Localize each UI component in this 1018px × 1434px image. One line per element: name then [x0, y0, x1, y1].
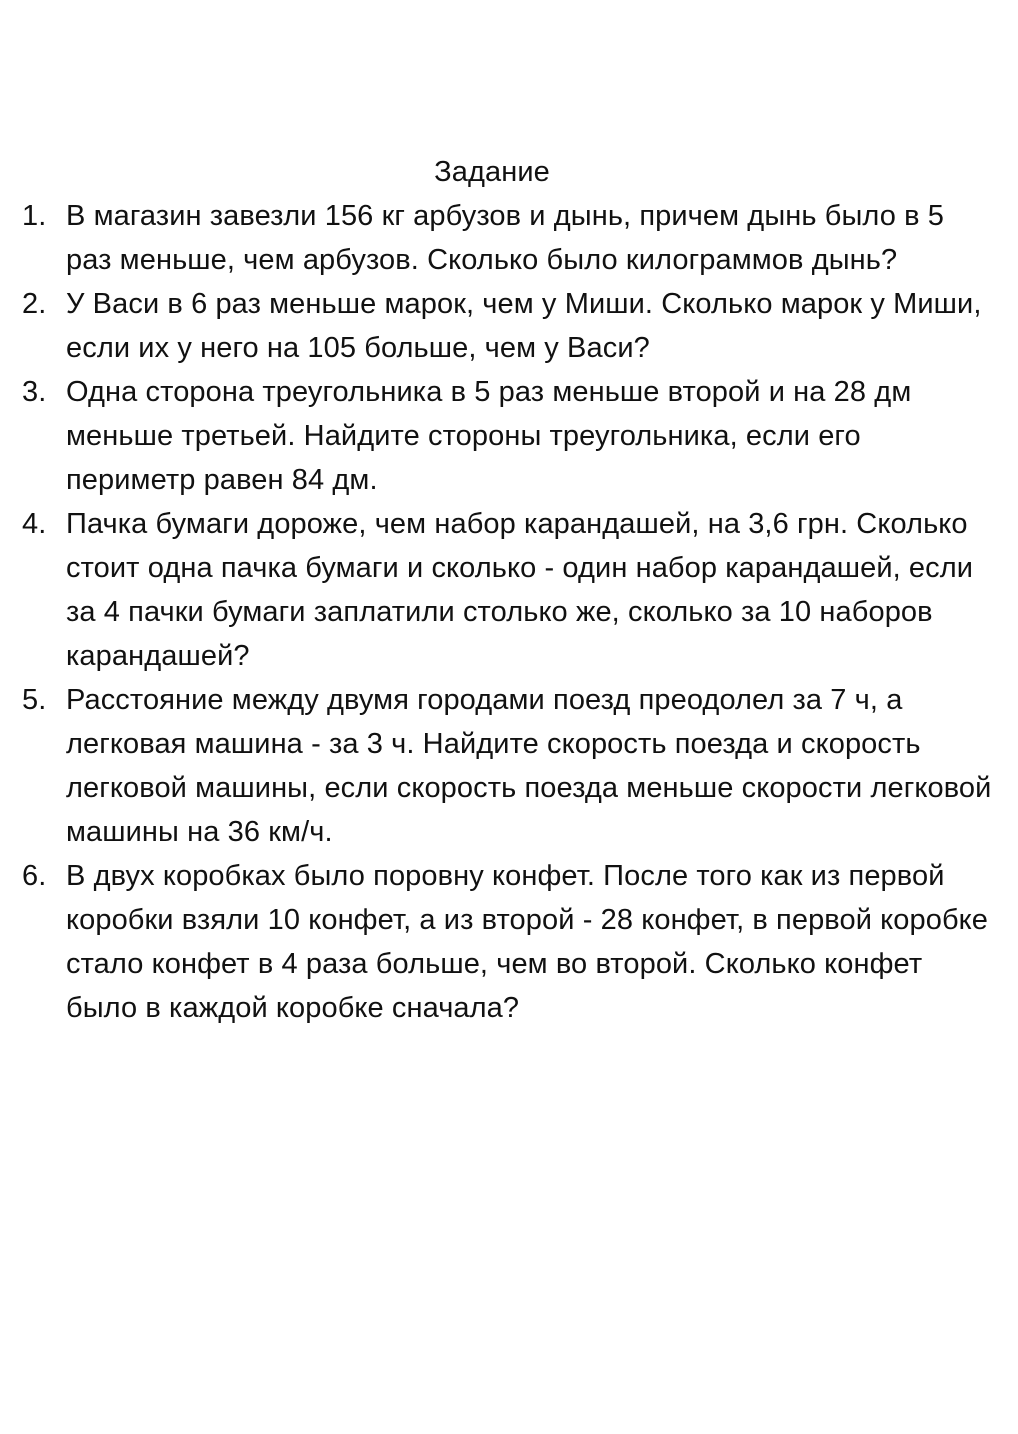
task-item	[22, 370, 997, 502]
task-number: 4.	[22, 508, 47, 540]
task-number: 6.	[22, 860, 47, 892]
task-number: 2.	[22, 288, 47, 320]
task-text: Расстояние между двумя городами поезд преодолел за 7 ч, а легковая машина - за 3 ч. Найдите скорость поезда и скорость легковой машины, если скорость поезда меньше скорости легковой машины на 36 км/ч.	[66, 684, 992, 848]
task-text: Пачка бумаги дороже, чем набор карандашей, на 3,6 грн. Сколько стоит одна пачка бумаги и сколько - один набор карандашей, если за 4 пачки бумаги заплатили столько же, сколько за 10 наборов карандашей?	[66, 508, 974, 672]
task-number: 3.	[22, 376, 47, 408]
task-list	[22, 194, 997, 1030]
task-item	[22, 678, 997, 854]
task-number: 1.	[22, 200, 47, 232]
task-text: В двух коробках было поровну конфет. После того как из первой коробки взяли 10 конфет, а из второй - 28 конфет, в первой коробке стало конфет в 4 раза больше, чем во второй. Сколько конфет было в каждой коробке сначала?	[66, 860, 989, 1024]
task-item	[22, 854, 997, 1030]
task-item	[22, 502, 997, 678]
task-text: Одна сторона треугольника в 5 раз меньше второй и на 28 дм меньше третьей. Найдите стороны треугольника, если его периметр равен 84 дм.	[66, 376, 912, 496]
task-item	[22, 282, 997, 370]
task-text: У Васи в 6 раз меньше марок, чем у Миши. Сколько марок у Миши, если их у него на 105 больше, чем у Васи?	[66, 288, 982, 364]
task-item	[22, 194, 997, 282]
task-text: В магазин завезли 156 кг арбузов и дынь, причем дынь было в 5 раз меньше, чем арбузов. Сколько было килограммов дынь?	[66, 200, 945, 276]
task-number: 5.	[22, 684, 47, 716]
document-title: Задание	[434, 156, 550, 188]
